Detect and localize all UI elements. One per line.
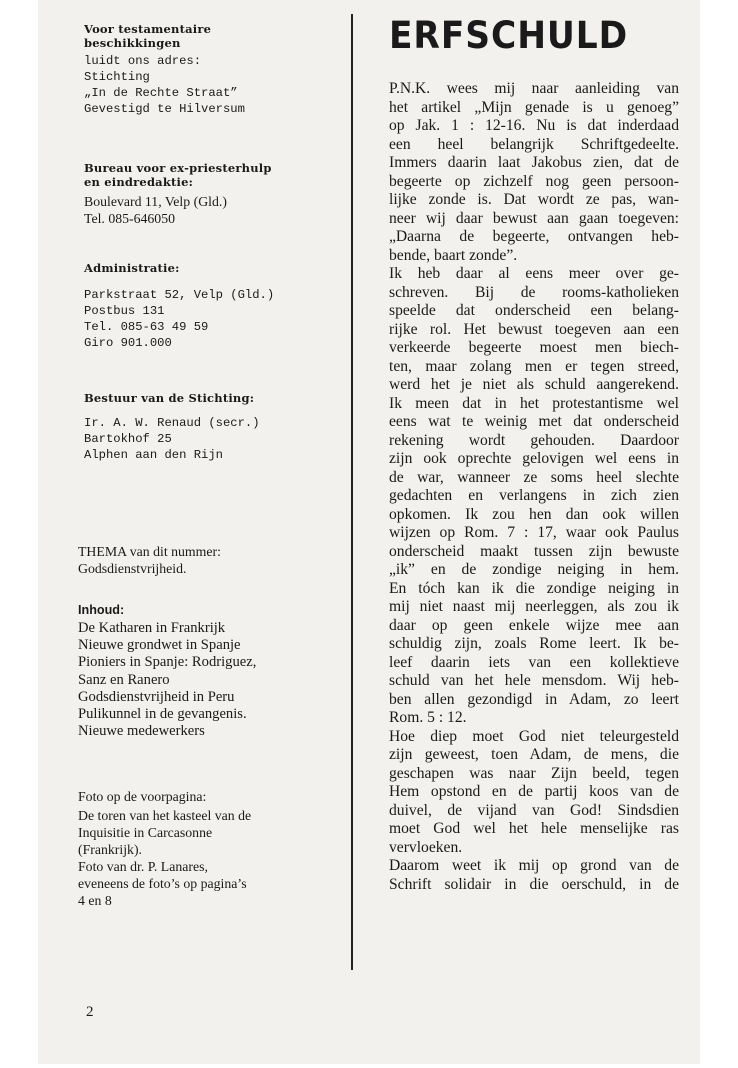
inhoud-block: [78, 602, 316, 740]
thema-heading: THEMA van dit nummer:: [78, 544, 221, 559]
article-line: verkeerde begeerte moest men biech-: [389, 339, 679, 356]
article-line: ben allen gezondigd in Adam, zo leert: [389, 690, 679, 708]
article-line: Hem opstond en de partij koos van de: [389, 783, 679, 800]
administratie-block: [84, 261, 316, 351]
bestuur-line: Bartokhof 25: [84, 432, 172, 446]
article-line: werd het je niet als schuld aangerekend.: [389, 376, 679, 393]
foto-line: Inquisitie in Carcasonne: [78, 825, 213, 841]
article-line: rijke rol. Het bewust toegeven aan een: [389, 320, 679, 338]
testament-line: Gevestigd te Hilversum: [84, 102, 245, 116]
inhoud-heading: Inhoud:: [78, 603, 125, 617]
article-line: schreven. Bij de rooms-katholieken: [389, 283, 679, 301]
article-line: leef daarin iets van een kollektieve: [389, 653, 679, 671]
foto-line: Foto van dr. P. Lanares,: [78, 859, 208, 875]
article-line: gedachten en verlangens in zich zien: [389, 487, 679, 504]
article-line: de war, wanneer ze soms heel slechte: [389, 468, 679, 486]
article-line: eens wat te weinig met dat onderscheid: [389, 413, 679, 430]
page-number: 2: [86, 1004, 94, 1020]
article: [389, 16, 685, 894]
article-line: een heel belangrijk Schriftgedeelte.: [389, 135, 679, 153]
column-divider: [351, 14, 353, 970]
testament-block: [84, 22, 316, 117]
testament-line: „In de Rechte Straat”: [84, 86, 238, 100]
administratie-heading: Administratie:: [84, 261, 180, 275]
article-line: „Daarna de begeerte, ontvangen heb-: [389, 228, 679, 245]
article-line: neer wij daar bewust aan gaan toegeven:: [389, 209, 679, 227]
article-line: het artikel „Mijn genade is u genoeg”: [389, 98, 679, 116]
article-line: schuldig zijn, zoals Rome leert. Ik be-: [389, 635, 679, 652]
administratie-line: Postbus 131: [84, 304, 165, 318]
administratie-line: Tel. 085-63 49 59: [84, 320, 209, 334]
bureau-block: [84, 161, 316, 227]
article-line: speelde dat onderscheid een belang-: [389, 302, 679, 319]
inhoud-item: Nieuwe grondwet in Spanje: [78, 637, 241, 654]
article-line: „ik” en de zondige neiging in hem.: [389, 561, 679, 578]
bestuur-line: Alphen aan den Rijn: [84, 448, 223, 462]
testament-heading-line: beschikkingen: [84, 36, 181, 50]
testament-heading-line: Voor testamentaire: [84, 22, 212, 36]
inhoud-item: Pulikunnel in de gevangenis.: [78, 706, 247, 723]
bestuur-block: [84, 391, 316, 463]
article-line: Schrift solidair in die oerschuld, in de: [389, 875, 679, 893]
article-line: op Jak. 1 : 12-16. Nu is dat inderdaad: [389, 117, 679, 134]
testament-line: Stichting: [84, 70, 150, 84]
bestuur-heading: Bestuur van de Stichting:: [84, 391, 255, 405]
foto-heading: Foto op de voorpagina:: [78, 789, 207, 805]
article-line: bende, baart zonde”.: [389, 246, 518, 264]
article-title: ERFSCHULD: [389, 14, 629, 57]
article-line: Immers daarin laat Jakobus zien, dat de: [389, 154, 679, 171]
article-line: vervloeken.: [389, 838, 463, 856]
article-line: P.N.K. wees mij naar aanleiding van: [389, 80, 679, 97]
article-line: duivel, de vijand van God! Sindsdien: [389, 801, 679, 819]
bureau-heading-line: Bureau voor ex-priesterhulp: [84, 161, 272, 175]
article-line: daar op geen enkele wijze mee aan: [389, 616, 679, 634]
article-line: Hoe diep moet God niet teleurgesteld: [389, 727, 679, 745]
article-line: Ik meen dat in het protestantisme wel: [389, 394, 679, 412]
foto-line: (Frankrijk).: [78, 842, 142, 858]
thema-value: Godsdienstvrijheid.: [78, 561, 187, 576]
bureau-address: Boulevard 11, Velp (Gld.): [84, 194, 227, 209]
article-line: schuld van het hele mensdom. Wij heb-: [389, 672, 679, 689]
sidebar: [78, 22, 316, 909]
article-line: onderscheid maakt tussen zijn bewuste: [389, 542, 679, 560]
article-line: Rom. 5 : 12.: [389, 709, 467, 726]
article-line: lijke zonde is. Dat wordt ze pas, wan-: [389, 191, 679, 208]
article-line: geschapen was naar Zijn beeld, tegen: [389, 764, 679, 782]
inhoud-item: Godsdienstvrijheid in Peru: [78, 688, 235, 705]
inhoud-item: Nieuwe medewerkers: [78, 723, 205, 740]
article-line: ten, maar zolang men er tegen streed,: [389, 357, 679, 375]
article-line: Ik heb daar al eens meer over ge-: [389, 265, 679, 282]
inhoud-item: Pioniers in Spanje: Rodriguez,: [78, 654, 257, 671]
bestuur-line: Ir. A. W. Renaud (secr.): [84, 416, 260, 430]
article-line: zijn geweest, toen Adam, de mens, die: [389, 746, 679, 763]
article-line: begeerte op zichzelf nog geen persoon-: [389, 172, 679, 190]
article-body: [389, 80, 679, 894]
foto-line: De toren van het kasteel van de: [78, 808, 252, 824]
inhoud-item: De Katharen in Frankrijk: [78, 620, 226, 636]
foto-line: eveneens de foto’s op pagina’s: [78, 876, 247, 892]
thema-block: [78, 543, 316, 577]
bureau-phone: Tel. 085-646050: [84, 211, 175, 226]
administratie-line: Parkstraat 52, Velp (Gld.): [84, 288, 275, 302]
testament-line: luidt ons adres:: [84, 54, 202, 68]
article-line: rekening wordt gehouden. Daardoor: [389, 431, 679, 449]
inhoud-item: Sanz en Ranero: [78, 671, 170, 688]
article-line: wijzen op Rom. 7 : 17, waar ook Paulus: [389, 524, 679, 541]
article-line: En tóch kan ik die zondige neiging in: [389, 579, 679, 597]
foto-line: 4 en 8: [78, 893, 112, 909]
administratie-line: Giro 901.000: [84, 336, 172, 350]
article-line: Daarom weet ik mij op grond van de: [389, 857, 679, 874]
article-line: opkomen. Ik zou hen dan ook willen: [389, 505, 679, 523]
foto-block: [78, 788, 316, 909]
article-line: mij niet naast mij neerleggen, als zou ik: [389, 598, 679, 615]
article-line: zijn ook oprechte gelovigen wel eens in: [389, 450, 679, 467]
bureau-heading-line: en eindredaktie:: [84, 175, 194, 189]
article-line: moet God wel het hele menselijke ras: [389, 820, 679, 837]
